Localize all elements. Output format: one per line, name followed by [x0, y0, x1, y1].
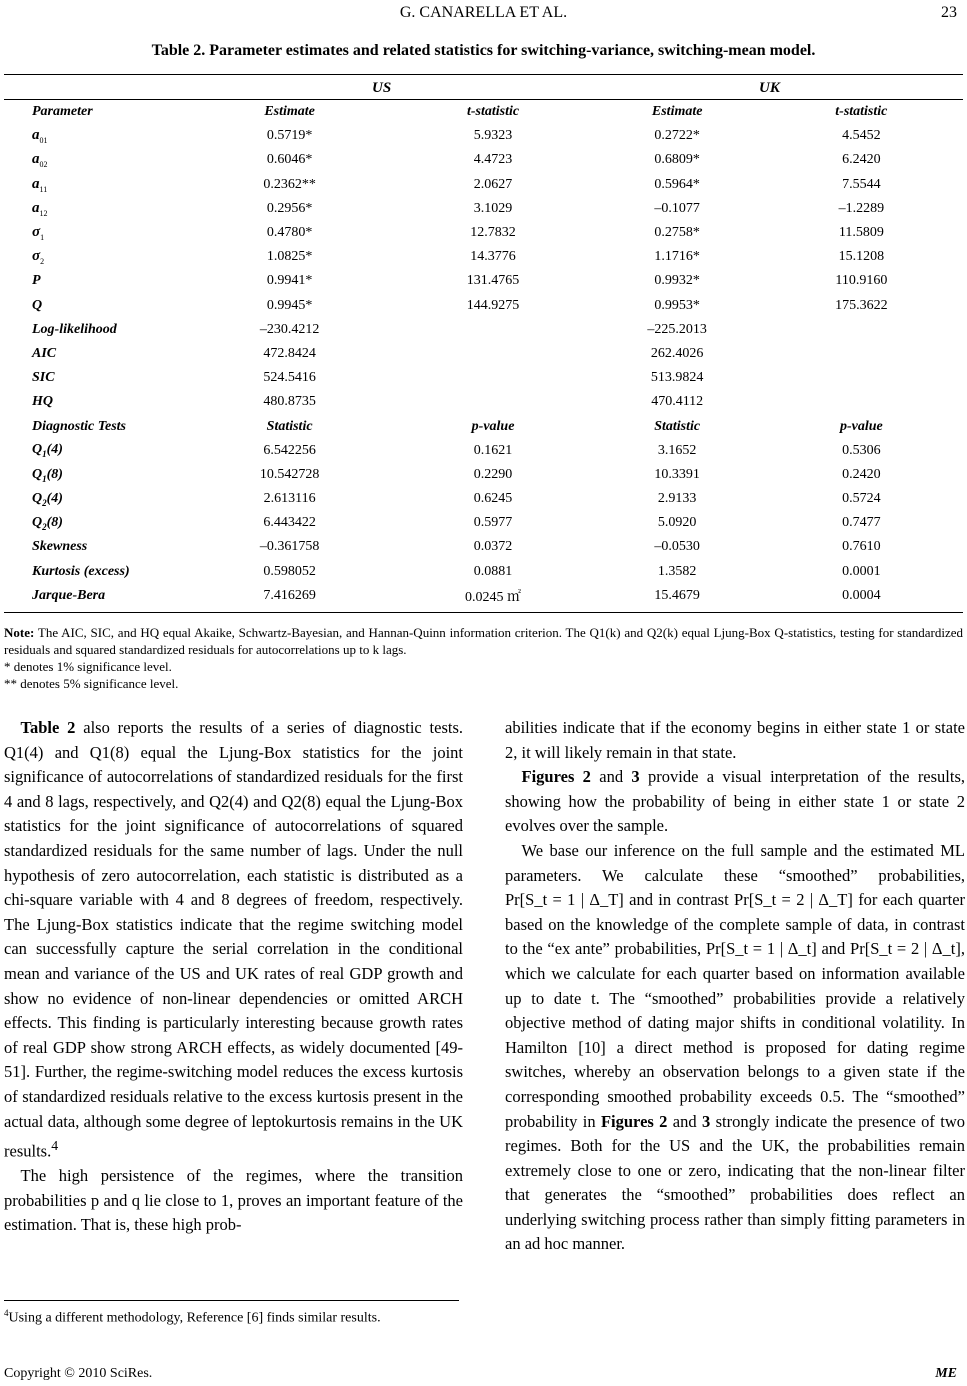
right-paragraph-3 [505, 839, 965, 1257]
table-row [4, 148, 963, 172]
footnote [4, 1308, 381, 1327]
table-cell [760, 390, 963, 414]
row-label: $a_{01}$ [32, 127, 48, 146]
right-paragraph-3-a: We base our inference on the full sample and the estimated ML parameters. We calculate these “smoothed” probabilities, [505, 840, 965, 885]
table-cell [760, 342, 963, 366]
left-paragraph-1 [4, 716, 463, 1164]
group-uk: UK [759, 80, 780, 96]
table-cell [391, 390, 594, 414]
header-parameter: Parameter [32, 104, 93, 120]
row-label: $Q_2(8)$ [32, 514, 63, 532]
row-label: Q [32, 297, 43, 313]
table-cell: 0.5306 [842, 442, 881, 458]
right-paragraph-2 [505, 765, 965, 839]
right-paragraph-3-c: for each quarter based on the knowledge of the complete sample of data, in contrast to the “ex ante” probabilities, [505, 890, 966, 959]
footnote-rule [4, 1300, 459, 1301]
table-cell: 0.5977 [473, 515, 513, 531]
footnote-text: Using a different methodology, Reference [6] finds similar results. [8, 1310, 381, 1326]
table-row [4, 124, 963, 148]
parameter-rows [4, 124, 963, 414]
table-cell [391, 342, 594, 366]
header-tstat-us: t-statistic [466, 104, 520, 120]
diagnostic-rows [4, 439, 963, 608]
header-statistic-uk: Statistic [654, 418, 701, 434]
table-cell: 6.542256 [263, 442, 316, 458]
table-cell [391, 318, 594, 342]
table-cell: 472.8424 [263, 345, 316, 361]
row-label: Log-likelihood [32, 321, 117, 337]
table-cell: –1.2289 [838, 200, 885, 216]
right-column [505, 716, 965, 1257]
header-estimate-uk: Estimate [651, 104, 703, 120]
table-cell: 144.9275 [466, 297, 520, 313]
table-caption: Table 2. Parameter estimates and related statistics for switching-variance, switching-mean model. [151, 42, 816, 59]
table-cell: 0.9932* [654, 273, 700, 289]
row-label: $Q_1(4)$ [32, 442, 63, 460]
table-row [4, 535, 963, 559]
table-row [4, 197, 963, 221]
header-estimate-us: Estimate [264, 104, 315, 120]
table-cell: 262.4026 [650, 345, 704, 361]
figures-2-ref: Figures 2 [521, 767, 591, 787]
table-cell: 0.7610 [842, 539, 881, 555]
table-row [4, 584, 963, 608]
table-row [4, 342, 963, 366]
table-note [4, 624, 963, 692]
left-paragraph-2: The high persistence of the regimes, where the transition probabilities p and q lie close to 1, proves an important feature of the estimation. That is, these high prob- [4, 1166, 463, 1235]
table-cell: 0.6245 [473, 491, 513, 507]
table-cell: 513.9824 [650, 370, 704, 386]
table-cell: –230.4212 [259, 321, 320, 337]
table-cell: 2.613116 [263, 491, 316, 507]
right-paragraph-3-b: and in contrast [629, 890, 729, 910]
table-cell: –0.1077 [654, 200, 700, 216]
table-cell: 0.0372 [473, 539, 513, 555]
table-cell: 10.3391 [654, 466, 700, 482]
table-cell: 175.3622 [835, 297, 888, 313]
table-cell: 15.1208 [838, 249, 885, 265]
page-number: 23 [941, 4, 957, 21]
left-paragraph-1-text: also reports the results of a series of diagnostic tests. Q1(4) and Q1(8) equal the Ljung-Box statistics for the joint significance of autocorrelations of standardized residuals for the first 4 and 8 lags, respectively, and Q2(4) and Q2(8) equal the Ljung-Box statistics for the joint significance of autocorrelations of squared standardized residuals for the same number of lags. Under the null hypothesis of zero autocorrelation, each statistic is distributed as a chi-square variable with 4 and 8 degrees of freedom, respectively. The Ljung-Box statistics indicate that the regime switching model can successfully capture the serial correlation in the conditional mean and variance of the US and UK rates of real GDP growth and show no evidence of non-linear dependencies or omitted ARCH effects. This finding is particularly interesting because growth rates of real GDP show strong ARCH effects, as widely documented [49-51]. Further, the regime-switching model reduces the excess kurtosis of standardized residuals relative to the excess kurtosis present in the actual data, although some degree of leptokurtosis remains in the UK results. [4, 718, 464, 1161]
table-cell: 3.1029 [473, 200, 513, 216]
table-cell: 0.5964* [654, 176, 700, 192]
table-cell: 12.7832 [470, 225, 516, 241]
table-cell: 1.1716* [654, 249, 700, 265]
row-label: Skewness [32, 539, 88, 555]
table-cell: 524.5416 [263, 370, 316, 386]
note-text: The AIC, SIC, and HQ equal Akaike, Schwartz-Bayesian, and Hannan-Quinn information criterion. The Q1(k) and Q2(k) equal Ljung-Box Q-statistics, testing for standardized residuals and squared standardized residuals for autocorrelations up to k lags. [4, 625, 963, 657]
table-cell: 470.4112 [651, 394, 704, 410]
row-label: SIC [32, 370, 55, 386]
row-label: $Q_2(4)$ [32, 490, 63, 508]
table-cell [760, 366, 963, 390]
table-row [4, 560, 963, 584]
table-cell: 110.9160 [835, 273, 888, 289]
footnote-ref: 4 [51, 1138, 59, 1154]
right-paragraph-3-d: and [821, 939, 846, 959]
group-us: US [372, 80, 392, 96]
table-cell: 0.2362** [263, 176, 316, 192]
header-tstat-uk: t-statistic [835, 104, 888, 120]
note-main [4, 624, 963, 658]
row-label: Kurtosis (excess) [32, 563, 130, 579]
table-cell: 0.2420 [842, 466, 881, 482]
table-row [4, 439, 963, 463]
journal-abbrev: ME [935, 1366, 957, 1381]
table-row [4, 173, 963, 197]
diagnostic-header-row [4, 414, 963, 438]
table-row [4, 463, 963, 487]
table-row [4, 487, 963, 511]
math-smoothed-1: Pr[S_t = 1 | Δ_T] [505, 890, 624, 910]
table-cell: 2.0627 [473, 176, 513, 192]
table-cell: 0.0004 [842, 587, 881, 603]
table-cell: 0.0245 ㎡ [465, 589, 522, 605]
table-cell: –0.361758 [259, 539, 320, 555]
table-cell: 0.598052 [263, 563, 316, 579]
table-cell: 7.5544 [842, 176, 881, 192]
table-cell: 0.1621 [473, 442, 513, 458]
header-statistic-us: Statistic [266, 418, 313, 434]
table-cell: 3.1652 [657, 442, 697, 458]
table-cell: 5.0920 [657, 515, 697, 531]
row-label: $a_{02}$ [32, 151, 48, 170]
table-bottom-rule [4, 612, 963, 613]
table-cell: 0.2758* [654, 225, 700, 241]
table-cell: 131.4765 [466, 273, 520, 289]
header-pvalue-uk: p-value [839, 418, 883, 434]
table-cell: 0.2722* [654, 128, 700, 144]
table-cell: 4.5452 [842, 128, 881, 144]
table-cell: 6.443422 [263, 515, 316, 531]
table-cell: 15.4679 [654, 587, 700, 603]
right-paragraph-3-e: , which we calculate for each quarter based on information available up to date t. The “smoothed” probabilities provide a relatively objective method of dating major shifts in conditional volatility. In Hamilton [10] a direct method is proposed for dating regime switches, whereby an observation belongs to a given state if the corresponding smoothed probability exceeds 0.5. The “smoothed” probability in [505, 939, 966, 1131]
row-label: $a_{11}$ [32, 175, 48, 194]
table-cell: 0.6046* [266, 152, 313, 168]
table-row [4, 294, 963, 318]
note-star-1: * denotes 1% significance level. [4, 659, 172, 674]
table-cell: 7.416269 [263, 587, 316, 603]
row-label: $a_{12}$ [32, 199, 48, 218]
table-cell: 14.3776 [470, 249, 516, 265]
footnote-mark: 4 [4, 1308, 9, 1318]
parameter-table [4, 100, 963, 608]
copyright: Copyright © 2010 SciRes. [4, 1366, 153, 1381]
row-label: AIC [32, 345, 57, 361]
note-star-2: ** denotes 5% significance level. [4, 676, 179, 691]
table-cell: –0.0530 [654, 539, 700, 555]
running-head-title: G. CANARELLA ET AL. [399, 4, 568, 21]
right-paragraph-1: abilities indicate that if the economy begins in either state 1 or state 2, it will likely remain in that state. [505, 718, 965, 762]
row-label: $\sigma_2$ [32, 248, 45, 267]
right-paragraph-2-text: provide a visual interpretation of the results, showing how the probability of being in either state 1 or state 2 evolves over the sample. [505, 767, 966, 836]
table-header-row [4, 100, 963, 124]
row-label: $Q_1(8)$ [32, 466, 63, 484]
table-cell: 0.5724 [842, 491, 881, 507]
table-row [4, 245, 963, 269]
figures-2-ref-b: Figures 2 [600, 1111, 668, 1131]
and-word: and [599, 767, 624, 787]
table-cell: 0.9945* [266, 297, 313, 313]
table-row [4, 318, 963, 342]
row-label: Jarque-Bera [32, 587, 106, 603]
math-exante-1: Pr[S_t = 1 | Δ_t] [705, 939, 817, 959]
table-row [4, 390, 963, 414]
table-cell [391, 366, 594, 390]
right-paragraph-3-f: strongly indicate the presence of two regimes. Both for the US and the UK, the probabilities remain extremely close to one or zero, indicating that the non-linear filter that generates the “smoothed” probabilities does reflect an underlying switching process rather than simply fitting parameters in an ad hoc manner. [505, 1111, 966, 1254]
table-cell: 0.0001 [842, 563, 881, 579]
left-column [4, 716, 463, 1238]
table-cell: 0.6809* [654, 152, 700, 168]
and-word-b: and [672, 1111, 697, 1131]
table-cell: 5.9323 [473, 128, 513, 144]
table-cell: 6.2420 [842, 152, 881, 168]
header-diagnostic-tests: Diagnostic Tests [32, 418, 126, 434]
table-cell: 10.542728 [259, 466, 320, 482]
table-cell: 1.0825* [266, 249, 313, 265]
row-label: P [32, 273, 41, 289]
table-cell: 0.4780* [266, 225, 313, 241]
table-row [4, 511, 963, 535]
table-2-ref: Table 2 [20, 718, 76, 737]
header-pvalue-us: p-value [471, 418, 515, 434]
table-cell: 0.9941* [266, 273, 313, 289]
table-cell: 0.9953* [654, 297, 700, 313]
table-cell: 11.5809 [838, 225, 884, 241]
figure-3-ref: 3 [631, 767, 640, 787]
note-label: Note: [4, 625, 35, 640]
table-cell: 0.0881 [473, 563, 513, 579]
table-row [4, 366, 963, 390]
table-cell: 480.8735 [263, 394, 316, 410]
row-label: HQ [32, 394, 53, 410]
running-head [0, 4, 967, 24]
row-label: $\sigma_1$ [32, 224, 45, 243]
math-exante-2: Pr[S_t = 2 | Δ_t] [850, 939, 961, 959]
table-cell: 0.5719* [266, 128, 313, 144]
table-cell: 0.7477 [842, 515, 881, 531]
table-row [4, 221, 963, 245]
table-cell: 4.4723 [473, 152, 513, 168]
table-cell [760, 318, 963, 342]
table-cell: 0.2956* [266, 200, 313, 216]
table-top-rule [4, 74, 963, 75]
figure-3-ref-b: 3 [701, 1111, 711, 1131]
table-cell: 0.2290 [473, 466, 513, 482]
table-cell: 1.3582 [657, 563, 697, 579]
math-smoothed-2: Pr[S_t = 2 | Δ_T] [734, 890, 853, 910]
table-row [4, 269, 963, 293]
table-cell: –225.2013 [647, 321, 707, 337]
table-cell: 2.9133 [657, 491, 697, 507]
